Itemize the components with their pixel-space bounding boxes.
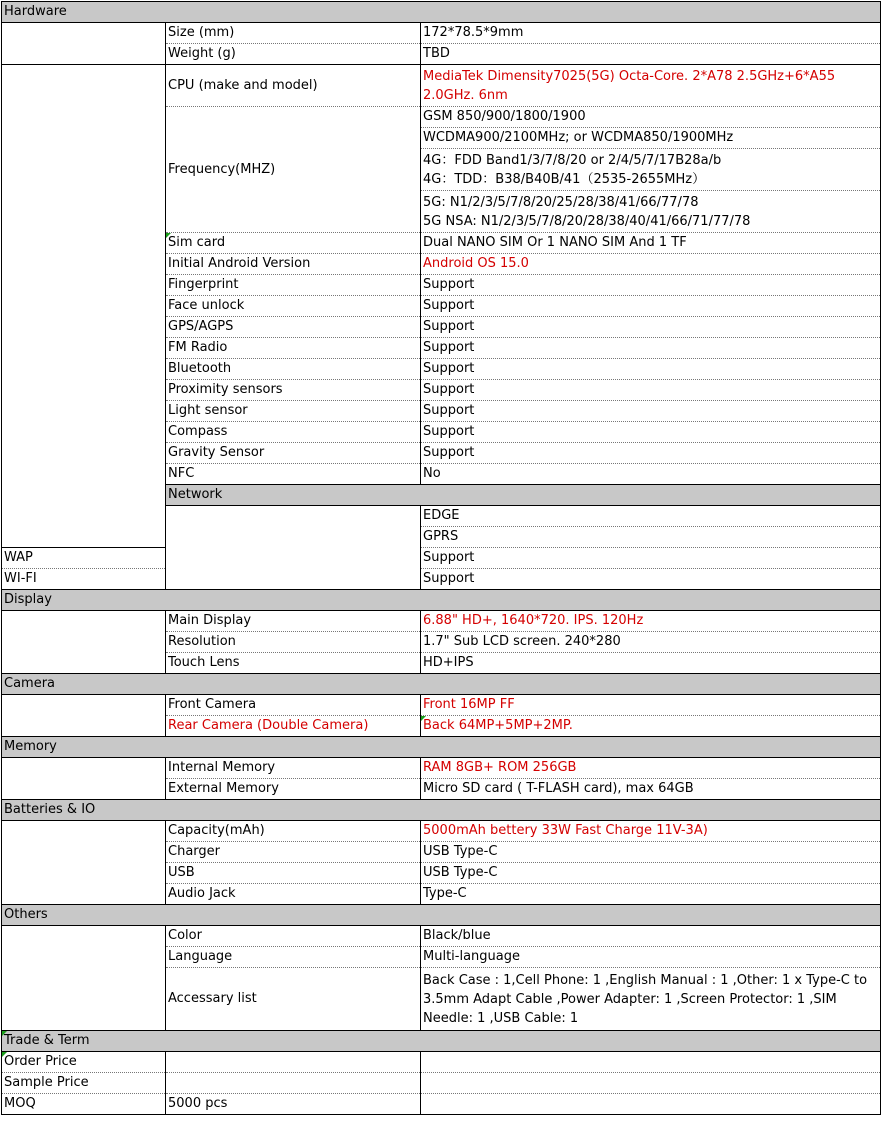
blank-cell [2,821,166,905]
label-edge: EDGE [421,506,881,527]
empty-cell [421,1073,881,1094]
label-nfc: NFC [166,464,421,485]
section-others: Others [2,905,881,926]
label-size: Size (mm) [166,23,421,44]
label-wifi: WI-FI [2,569,166,590]
value-lte [421,149,881,191]
label-charger: Charger [166,842,421,863]
label-proximity: Proximity sensors [166,380,421,401]
value-5g [421,191,881,233]
label-usb: USB [166,863,421,884]
section-trade: Trade & Term [2,1031,881,1052]
value-moq: 5000 pcs [166,1094,421,1115]
value-nr-nsa: 5G NSA: N1/2/3/5/7/8/20/28/38/40/41/66/71/77/78 [423,214,751,229]
value-language: Multi-language [421,947,881,968]
value-order-price [166,1052,421,1073]
value-touch-lens: HD+IPS [421,653,881,674]
label-language: Language [166,947,421,968]
label-main-display: Main Display [166,611,421,632]
label-cpu: CPU (make and model) [166,65,421,107]
value-face-unlock: Support [421,296,881,317]
label-audio-jack: Audio Jack [166,884,421,905]
label-capacity: Capacity(mAh) [166,821,421,842]
value-cpu [421,65,881,107]
value-android: Android OS 15.0 [421,254,881,275]
label-compass: Compass [166,422,421,443]
spec-sheet [1,1,880,1115]
value-fm: Support [421,338,881,359]
label-face-unlock: Face unlock [166,296,421,317]
label-front-camera: Front Camera [166,695,421,716]
blank-cell [2,65,166,548]
value-rear-camera: Back 64MP+5MP+2MP. [421,716,881,737]
empty-cell [421,1094,881,1115]
value-wap: Support [421,548,881,569]
value-nfc: No [421,464,881,485]
value-audio-jack: Type-C [421,884,881,905]
value-weight: TBD [421,44,881,65]
value-gravity: Support [421,443,881,464]
label-internal-memory: Internal Memory [166,758,421,779]
blank-cell [2,926,166,1031]
value-light: Support [421,401,881,422]
section-batteries: Batteries & IO [2,800,881,821]
section-camera: Camera [2,674,881,695]
value-wcdma: WCDMA900/2100MHz; or WCDMA850/1900MHz [421,128,881,149]
spec-table [1,1,881,1115]
section-display: Display [2,590,881,611]
label-sample-price: Sample Price [2,1073,166,1094]
label-weight: Weight (g) [166,44,421,65]
value-usb: USB Type-C [421,863,881,884]
blank-cell [2,611,166,674]
value-front-camera: Front 16MP FF [421,695,881,716]
label-order-price: Order Price [2,1052,166,1073]
label-frequency: Frequency(MHZ) [166,107,421,233]
label-touch-lens: Touch Lens [166,653,421,674]
label-wap: WAP [2,548,166,569]
label-fingerprint: Fingerprint [166,275,421,296]
blank-cell [2,695,166,737]
label-light: Light sensor [166,401,421,422]
value-sample-price [166,1073,421,1094]
value-internal-memory: RAM 8GB+ ROM 256GB [421,758,881,779]
label-fm: FM Radio [166,338,421,359]
label-gps: GPS/AGPS [166,317,421,338]
value-bluetooth: Support [421,359,881,380]
value-cpu-line1: MediaTek Dimensity7025(5G) Octa-Core. 2*A78 2.5GHz+6*A55 [423,69,836,84]
label-rear-camera: Rear Camera (Double Camera) [166,716,421,737]
value-size: 172*78.5*9mm [421,23,881,44]
label-sim: Sim card [166,233,421,254]
value-color: Black/blue [421,926,881,947]
value-fingerprint: Support [421,275,881,296]
value-cpu-line2: 2.0GHz. 6nm [423,88,508,103]
label-external-memory: External Memory [166,779,421,800]
blank-cell [166,506,421,590]
label-gravity: Gravity Sensor [166,443,421,464]
value-lte-tdd: 4G：TDD：B38/B40B/41（2535-2655MHz） [423,172,706,187]
label-android: Initial Android Version [166,254,421,275]
value-capacity: 5000mAh bettery 33W Fast Charge 11V-3A) [421,821,881,842]
value-sim: Dual NANO SIM Or 1 NANO SIM And 1 TF [421,233,881,254]
blank-cell [2,758,166,800]
label-color: Color [166,926,421,947]
value-accessary: Back Case : 1,Cell Phone: 1 ,English Manual : 1 ,Other: 1 x Type-C to 3.5mm Adapt Cable ,Power Adapter: 1 ,Screen Protector: 1 ,SIM Needle: 1 ,USB Cable: 1 [421,968,881,1031]
value-gsm: GSM 850/900/1800/1900 [421,107,881,128]
value-lte-fdd: 4G：FDD Band1/3/7/8/20 or 2/4/5/7/17B28a/b [423,153,722,168]
empty-cell [421,1052,881,1073]
section-hardware: Hardware [2,2,881,23]
label-moq: MOQ [2,1094,166,1115]
value-compass: Support [421,422,881,443]
value-wifi: Support [421,569,881,590]
value-proximity: Support [421,380,881,401]
section-memory: Memory [2,737,881,758]
value-nr: 5G: N1/2/3/5/7/8/20/25/28/38/41/66/77/78 [423,195,699,210]
value-gps: Support [421,317,881,338]
value-charger: USB Type-C [421,842,881,863]
section-network: Network [166,485,881,506]
blank-cell [2,23,166,65]
value-main-display: 6.88" HD+, 1640*720. IPS. 120Hz [421,611,881,632]
value-resolution: 1.7" Sub LCD screen. 240*280 [421,632,881,653]
label-bluetooth: Bluetooth [166,359,421,380]
label-accessary: Accessary list [166,968,421,1031]
label-resolution: Resolution [166,632,421,653]
label-gprs: GPRS [421,527,881,548]
value-external-memory: Micro SD card ( T-FLASH card), max 64GB [421,779,881,800]
